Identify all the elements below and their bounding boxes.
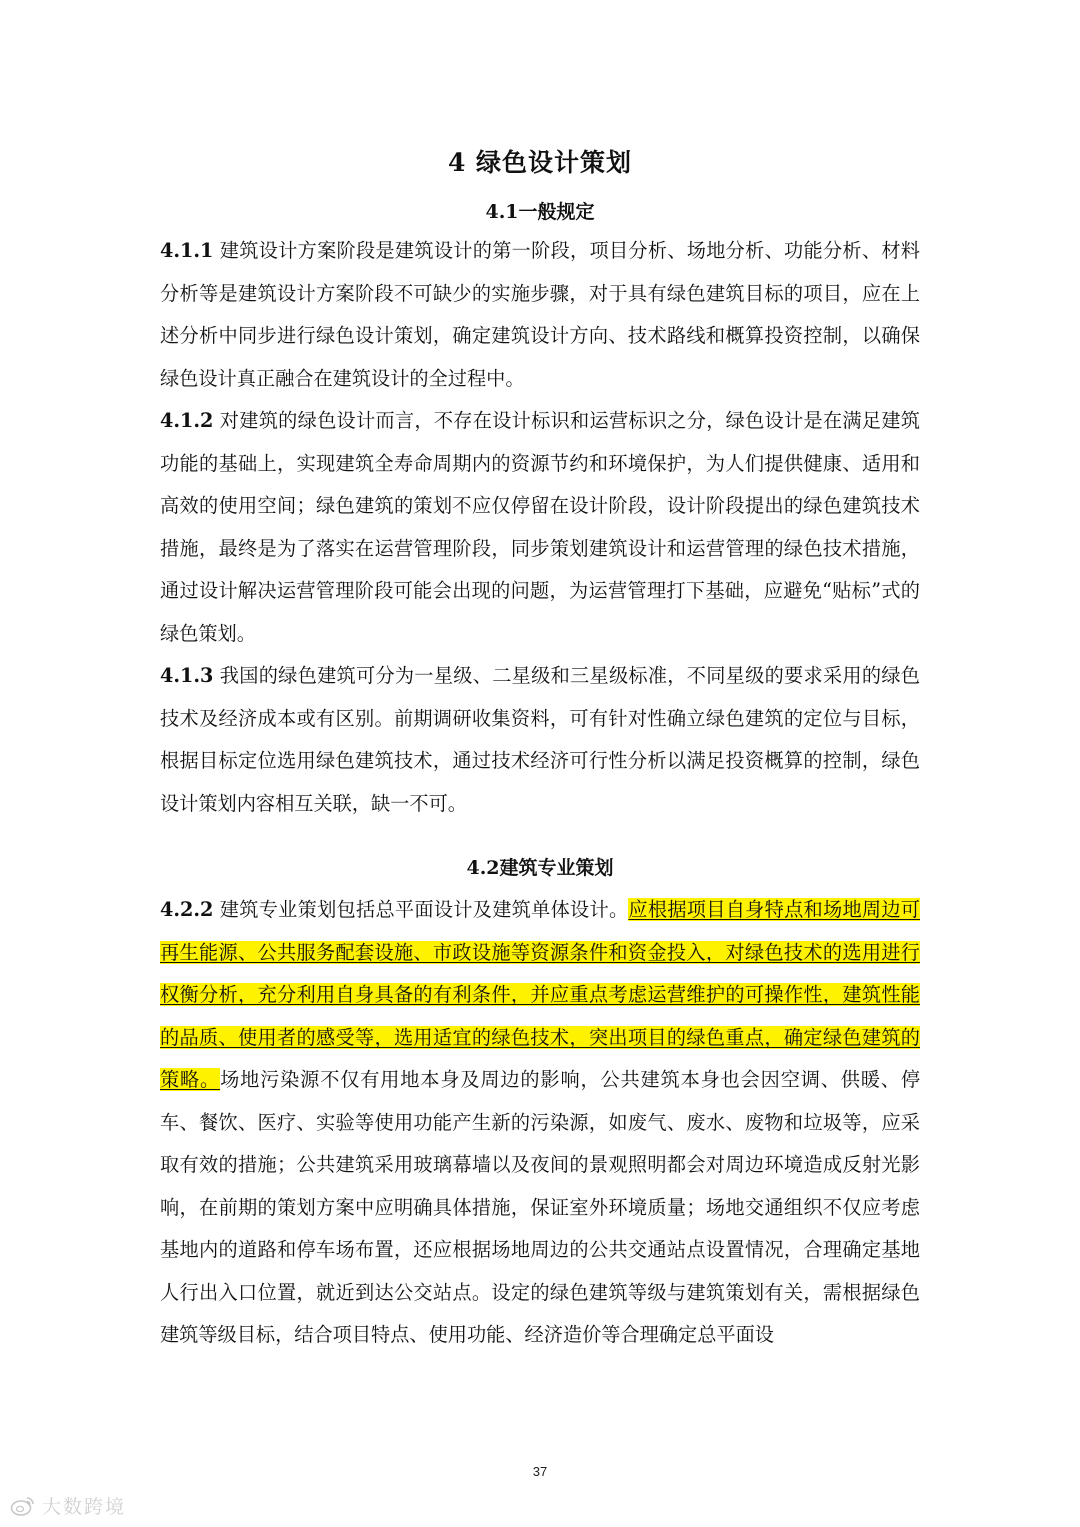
clause-text: 建筑设计方案阶段是建筑设计的第一阶段，项目分析、场地分析、功能分析、材料分析等是建筑设计方案阶段不可缺少的实施步骤，对于具有绿色建筑目标的项目，应在上述分析中同步进行绿色设计策划，确定建筑设计方向、技术路线和概算投资控制，以确保绿色设计真正融合在建筑设计的全过程中。 — [160, 239, 920, 390]
page-number: 37 — [532, 1464, 548, 1479]
clause-text-before: 建筑专业策划包括总平面设计及建筑单体设计。 — [213, 898, 629, 921]
clause-4-2-2 — [160, 889, 920, 1357]
watermark — [10, 1492, 126, 1519]
chapter-title: 4 绿色设计策划 — [447, 148, 633, 177]
clause-number: 4.1.3 — [160, 664, 214, 687]
clause-text-after: 场地污染源不仅有用地本身及周边的影响，公共建筑本身也会因空调、供暖、停车、餐饮、医疗、实验等使用功能产生新的污染源，如废气、废水、废物和垃圾等，应采取有效的措施；公共建筑采用玻璃幕墙以及夜间的景观照明都会对周边环境造成反射光影响，在前期的策划方案中应明确具体措施，保证室外环境质量；场地交通组织不仅应考虑基地内的道路和停车场布置，还应根据场地周边的公共交通站点设置情况，合理确定基地人行出入口位置，就近到达公交站点。设定的绿色建筑等级与建筑策划有关，需根据绿色建筑等级目标，结合项目特点、使用功能、经济造价等合理确定总平面设 — [160, 1068, 921, 1346]
clause-text: 我国的绿色建筑可分为一星级、二星级和三星级标准，不同星级的要求采用的绿色技术及经济成本或有区别。前期调研收集资料，可有针对性确立绿色建筑的定位与目标，根据目标定位选用绿色建筑技术，通过技术经济可行性分析以满足投资概算的控制，绿色设计策划内容相互关联，缺一不可。 — [160, 664, 920, 815]
section-title-4-2: 4.2建筑专业策划 — [466, 857, 614, 879]
weibo-logo-icon — [10, 1495, 36, 1517]
clause-number: 4.2.2 — [160, 898, 214, 921]
highlighted-text: 应根据项目自身特点和场地周边可再生能源、公共服务配套设施、市政设施等资源条件和资金投入，对绿色技术的选用进行权衡分析，充分利用自身具备的有利条件，并应重点考虑运营维护的可操作性，建筑性能的品质、使用者的感受等，选用适宜的绿色技术，突出项目的绿色重点，确定绿色建筑的策略。 — [160, 898, 920, 1091]
clause-4-1-3 — [160, 655, 920, 825]
clause-number: 4.1.1 — [160, 239, 214, 262]
section-title-4-1: 4.1一般规定 — [485, 201, 595, 223]
watermark-text: 大数跨境 — [42, 1496, 127, 1518]
clause-4-1-2 — [160, 400, 920, 655]
clause-number: 4.1.2 — [160, 409, 214, 432]
clause-text: 对建筑的绿色设计而言，不存在设计标识和运营标识之分，绿色设计是在满足建筑功能的基础上，实现建筑全寿命周期内的资源节约和环境保护，为人们提供健康、适用和高效的使用空间；绿色建筑的策划不应仅停留在设计阶段，设计阶段提出的绿色建筑技术措施，最终是为了落实在运营管理阶段，同步策划建筑设计和运营管理的绿色技术措施，通过设计解决运营管理阶段可能会出现的问题，为运营管理打下基础，应避免“贴标”式的绿色策划。 — [160, 409, 920, 645]
clause-4-1-1 — [160, 230, 920, 400]
